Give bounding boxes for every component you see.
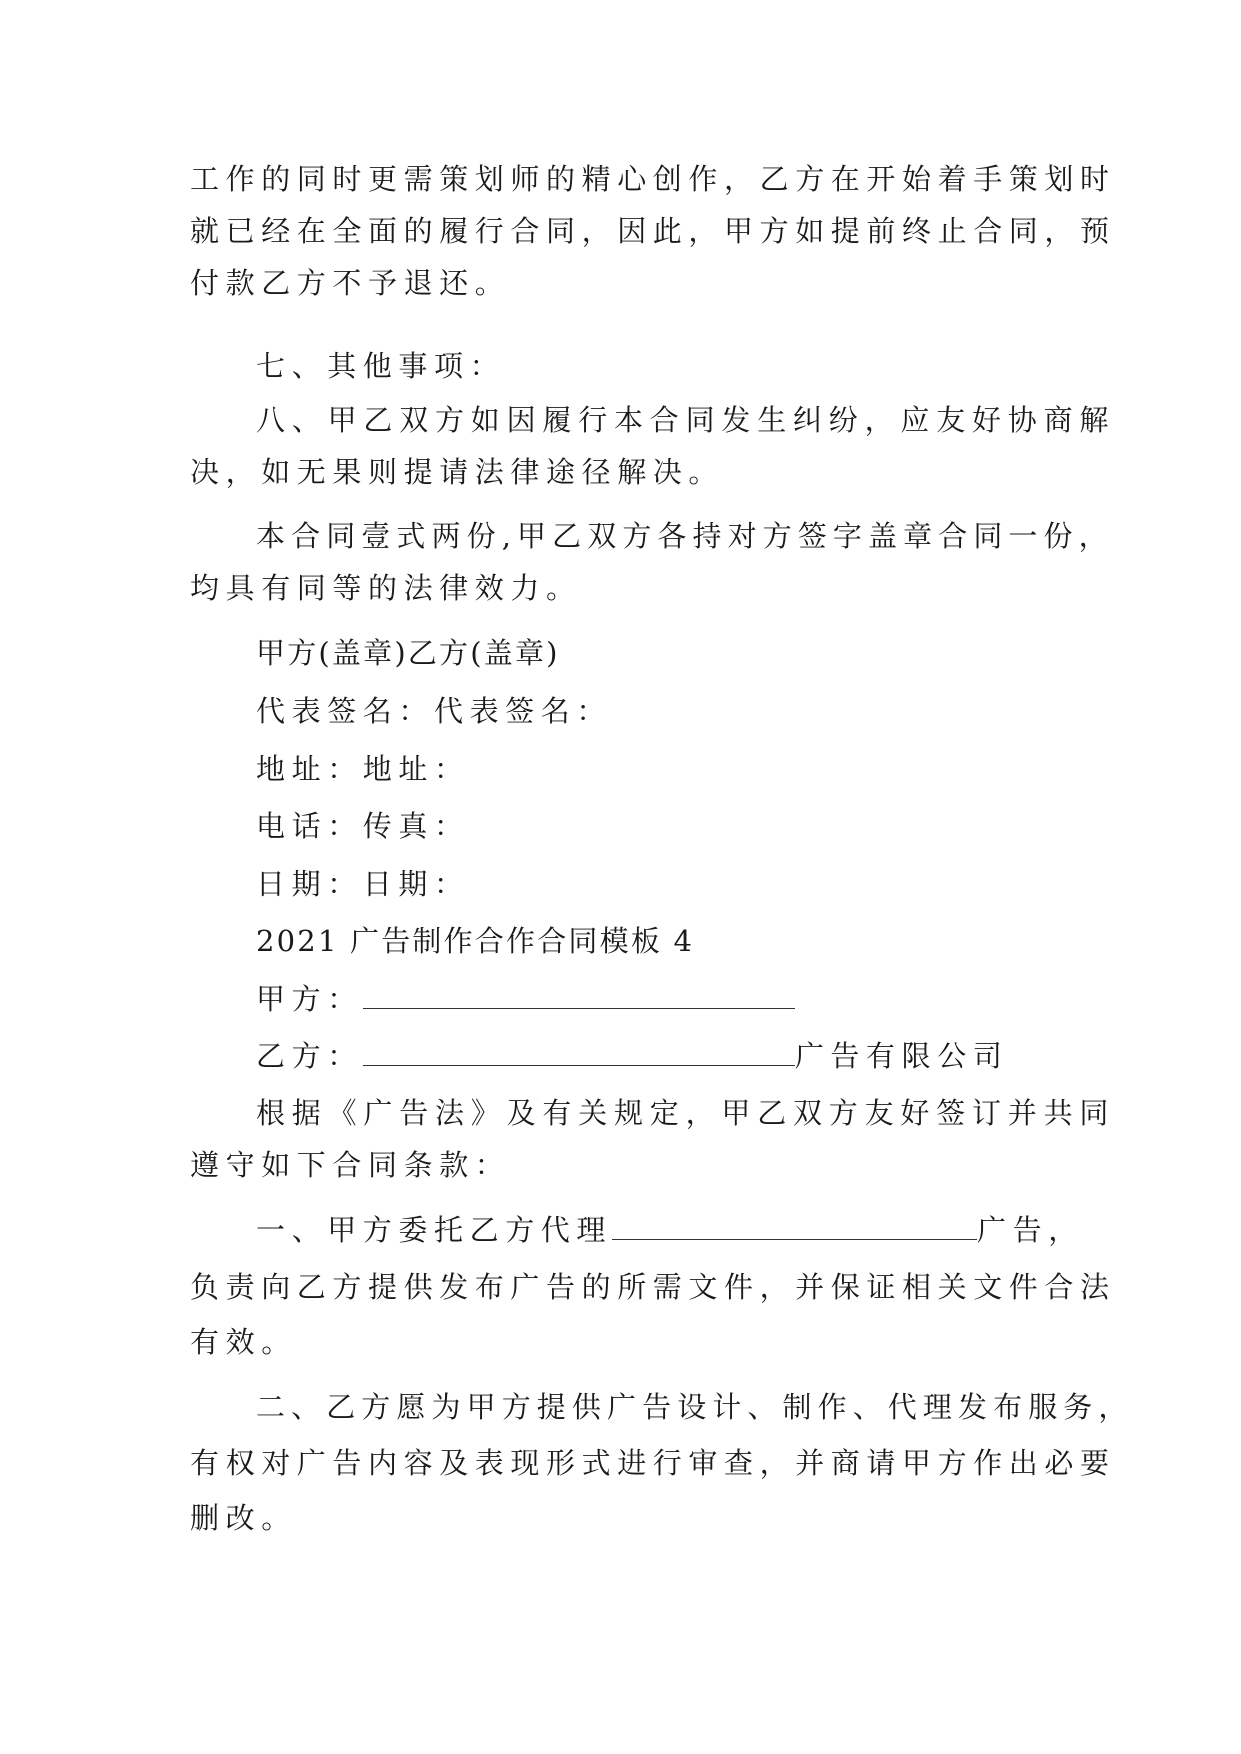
paragraph-line: 均具有同等的法律效力。 xyxy=(190,571,582,605)
ad-name-blank xyxy=(612,1215,977,1240)
party-a-label: 甲方： xyxy=(256,982,363,1016)
paragraph-line xyxy=(190,1267,1116,1307)
clause-one-suffix: 广告， xyxy=(977,1213,1084,1247)
section-heading: 七、其他事项： xyxy=(256,349,506,383)
signature-line: 代表签名：代表签名： xyxy=(256,694,613,728)
clause-one-text: 一、甲方委托乙方代理 xyxy=(256,1213,613,1247)
paragraph-line: 八、甲乙双方如因履行本合同发生纠纷，应友好协商解 xyxy=(256,403,1116,437)
signature-line: 甲方(盖章)乙方(盖章) xyxy=(256,636,560,670)
paragraph-line: 有效。 xyxy=(190,1325,297,1359)
paragraph-line: 根据《广告法》及有关规定，甲乙双方友好签订并共同 xyxy=(256,1096,1116,1130)
party-b-line xyxy=(256,1036,1008,1076)
party-a-line xyxy=(256,979,795,1019)
document-title: 2021 广告制作合作合同模板 4 xyxy=(256,924,695,958)
party-b-blank xyxy=(363,1041,795,1066)
paragraph-line: 付款乙方不予退还。 xyxy=(190,266,511,300)
party-a-blank xyxy=(363,984,795,1009)
paragraph-line: 决，如无果则提请法律途径解决。 xyxy=(190,455,725,489)
text: 有权对广告内容及表现形式进行审查，并商请甲方作出必要 xyxy=(190,1446,1116,1480)
paragraph-line xyxy=(190,1443,1116,1483)
text: 工作的同时更需策划师的精心创作，乙方在开始着手策划时 xyxy=(190,162,1116,196)
clause-one-line xyxy=(256,1210,1084,1250)
party-b-suffix: 广告有限公司 xyxy=(794,1039,1009,1073)
signature-line: 地址：地址： xyxy=(256,752,470,786)
text: 负责向乙方提供发布广告的所需文件，并保证相关文件合法 xyxy=(190,1270,1116,1304)
paragraph-line xyxy=(190,159,1116,199)
paragraph-line xyxy=(190,211,1116,251)
paragraph-line: 二、乙方愿为甲方提供广告设计、制作、代理发布服务， xyxy=(256,1390,1134,1424)
text: 就已经在全面的履行合同，因此，甲方如提前终止合同，预 xyxy=(190,214,1116,248)
paragraph-line: 删改。 xyxy=(190,1501,297,1535)
signature-line: 日期：日期： xyxy=(256,867,470,901)
signature-line: 电话：传真： xyxy=(256,809,470,843)
party-b-label: 乙方： xyxy=(256,1039,363,1073)
paragraph-line: 遵守如下合同条款： xyxy=(190,1148,511,1182)
paragraph-line: 本合同壹式两份,甲乙双方各持对方签字盖章合同一份， xyxy=(256,519,1114,553)
